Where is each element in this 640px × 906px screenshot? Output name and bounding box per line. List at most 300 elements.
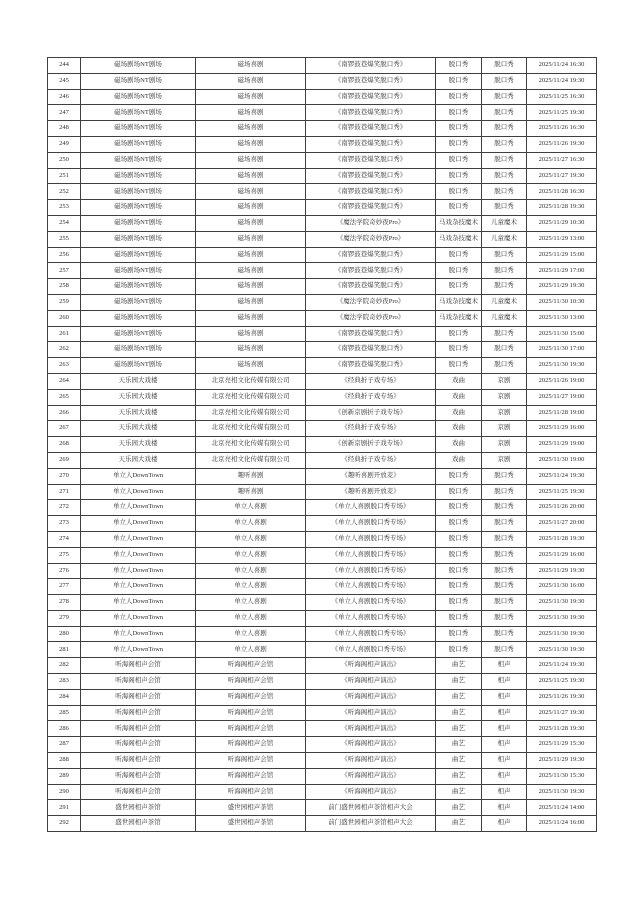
category-cell: 脱口秀 — [436, 516, 482, 532]
subcategory-cell: 脱口秀 — [482, 642, 527, 658]
row-number-cell: 247 — [48, 105, 81, 121]
organizer-cell: 磁场喜剧 — [196, 58, 306, 74]
category-cell: 脱口秀 — [436, 279, 482, 295]
subcategory-cell: 相声 — [482, 674, 527, 690]
category-cell: 曲艺 — [436, 674, 482, 690]
show-title-cell: 前门盛世园相声茶馆相声大会 — [306, 816, 436, 832]
category-cell: 曲艺 — [436, 705, 482, 721]
venue-cell: 天乐园大戏楼 — [81, 405, 196, 421]
subcategory-cell: 脱口秀 — [482, 579, 527, 595]
venue-cell: 磁场剧场NT剧场 — [81, 247, 196, 263]
row-number-cell: 244 — [48, 58, 81, 74]
organizer-cell: 听海阁相声会馆 — [196, 784, 306, 800]
organizer-cell: 听海阁相声会馆 — [196, 737, 306, 753]
subcategory-cell: 脱口秀 — [482, 547, 527, 563]
venue-cell: 磁场剧场NT剧场 — [81, 136, 196, 152]
organizer-cell: 盛世园相声茶馆 — [196, 800, 306, 816]
table-row — [48, 484, 597, 500]
show-title-cell: 《魔法学院奇妙夜Pro》 — [306, 310, 436, 326]
show-title-cell: 《听海阁相声演出》 — [306, 737, 436, 753]
subcategory-cell: 脱口秀 — [482, 136, 527, 152]
subcategory-cell: 相声 — [482, 784, 527, 800]
show-title-cell: 《趣听喜剧开放麦》 — [306, 468, 436, 484]
organizer-cell: 听海阁相声会馆 — [196, 705, 306, 721]
organizer-cell: 磁场喜剧 — [196, 215, 306, 231]
datetime-cell: 2025/11/26 19:30 — [527, 136, 597, 152]
datetime-cell: 2025/11/24 16:30 — [527, 58, 597, 74]
show-title-cell: 《魔法学院奇妙夜Pro》 — [306, 294, 436, 310]
category-cell: 脱口秀 — [436, 73, 482, 89]
row-number-cell: 265 — [48, 389, 81, 405]
row-number-cell: 273 — [48, 516, 81, 532]
show-title-cell: 《单立人喜剧脱口秀专场》 — [306, 500, 436, 516]
venue-cell: 单立人DownTown — [81, 563, 196, 579]
datetime-cell: 2025/11/29 13:00 — [527, 231, 597, 247]
organizer-cell: 磁场喜剧 — [196, 358, 306, 374]
venue-cell: 盛世园相声茶馆 — [81, 800, 196, 816]
row-number-cell: 250 — [48, 152, 81, 168]
category-cell: 脱口秀 — [436, 531, 482, 547]
row-number-cell: 252 — [48, 184, 81, 200]
category-cell: 脱口秀 — [436, 626, 482, 642]
category-cell: 脱口秀 — [436, 563, 482, 579]
datetime-cell: 2025/11/30 19:30 — [527, 642, 597, 658]
subcategory-cell: 相声 — [482, 753, 527, 769]
table-row — [48, 595, 597, 611]
category-cell: 戏曲 — [436, 437, 482, 453]
table-row — [48, 200, 597, 216]
venue-cell: 磁场剧场NT剧场 — [81, 105, 196, 121]
row-number-cell: 253 — [48, 200, 81, 216]
table-row — [48, 168, 597, 184]
category-cell: 脱口秀 — [436, 326, 482, 342]
table-row — [48, 152, 597, 168]
row-number-cell: 276 — [48, 563, 81, 579]
venue-cell: 天乐园大戏楼 — [81, 437, 196, 453]
venue-cell: 单立人DownTown — [81, 468, 196, 484]
datetime-cell: 2025/11/30 19:00 — [527, 452, 597, 468]
datetime-cell: 2025/11/30 13:00 — [527, 310, 597, 326]
table-row — [48, 389, 597, 405]
datetime-cell: 2025/11/29 19:00 — [527, 437, 597, 453]
subcategory-cell: 相声 — [482, 768, 527, 784]
subcategory-cell: 脱口秀 — [482, 168, 527, 184]
category-cell: 脱口秀 — [436, 247, 482, 263]
show-title-cell: 《南锣鼓巷爆笑脱口秀》 — [306, 279, 436, 295]
show-title-cell: 《经典折子戏专场》 — [306, 373, 436, 389]
category-cell: 脱口秀 — [436, 547, 482, 563]
organizer-cell: 盛世园相声茶馆 — [196, 816, 306, 832]
table-row — [48, 215, 597, 231]
show-title-cell: 《南锣鼓巷爆笑脱口秀》 — [306, 342, 436, 358]
organizer-cell: 磁场喜剧 — [196, 200, 306, 216]
organizer-cell: 单立人喜剧 — [196, 595, 306, 611]
row-number-cell: 258 — [48, 279, 81, 295]
organizer-cell: 磁场喜剧 — [196, 279, 306, 295]
organizer-cell: 磁场喜剧 — [196, 168, 306, 184]
datetime-cell: 2025/11/30 19:30 — [527, 626, 597, 642]
table-row — [48, 89, 597, 105]
row-number-cell: 283 — [48, 674, 81, 690]
organizer-cell: 磁场喜剧 — [196, 152, 306, 168]
show-title-cell: 《听海阁相声演出》 — [306, 784, 436, 800]
table-row — [48, 658, 597, 674]
category-cell: 戏曲 — [436, 373, 482, 389]
subcategory-cell: 相声 — [482, 689, 527, 705]
row-number-cell: 280 — [48, 626, 81, 642]
organizer-cell: 单立人喜剧 — [196, 531, 306, 547]
organizer-cell: 单立人喜剧 — [196, 626, 306, 642]
organizer-cell: 磁场喜剧 — [196, 231, 306, 247]
organizer-cell: 北京亮相文化传媒有限公司 — [196, 421, 306, 437]
category-cell: 戏曲 — [436, 421, 482, 437]
row-number-cell: 262 — [48, 342, 81, 358]
row-number-cell: 292 — [48, 816, 81, 832]
venue-cell: 磁场剧场NT剧场 — [81, 73, 196, 89]
table-row — [48, 373, 597, 389]
category-cell: 曲艺 — [436, 689, 482, 705]
row-number-cell: 260 — [48, 310, 81, 326]
row-number-cell: 274 — [48, 531, 81, 547]
datetime-cell: 2025/11/25 19:30 — [527, 105, 597, 121]
subcategory-cell: 脱口秀 — [482, 121, 527, 137]
venue-cell: 听海阁相声会馆 — [81, 737, 196, 753]
show-title-cell: 《听海阁相声演出》 — [306, 768, 436, 784]
venue-cell: 单立人DownTown — [81, 642, 196, 658]
datetime-cell: 2025/11/30 19:30 — [527, 610, 597, 626]
organizer-cell: 磁场喜剧 — [196, 121, 306, 137]
row-number-cell: 264 — [48, 373, 81, 389]
category-cell: 曲艺 — [436, 784, 482, 800]
subcategory-cell: 脱口秀 — [482, 358, 527, 374]
category-cell: 脱口秀 — [436, 358, 482, 374]
show-title-cell: 《单立人喜剧脱口秀专场》 — [306, 610, 436, 626]
datetime-cell: 2025/11/29 17:00 — [527, 263, 597, 279]
organizer-cell: 北京亮相文化传媒有限公司 — [196, 452, 306, 468]
category-cell: 脱口秀 — [436, 89, 482, 105]
show-title-cell: 《经典折子戏专场》 — [306, 389, 436, 405]
datetime-cell: 2025/11/30 17:00 — [527, 342, 597, 358]
row-number-cell: 284 — [48, 689, 81, 705]
show-title-cell: 《南锣鼓巷爆笑脱口秀》 — [306, 263, 436, 279]
category-cell: 马戏杂技魔术 — [436, 310, 482, 326]
category-cell: 曲艺 — [436, 800, 482, 816]
table-row — [48, 547, 597, 563]
venue-cell: 听海阁相声会馆 — [81, 721, 196, 737]
subcategory-cell: 儿童魔术 — [482, 310, 527, 326]
datetime-cell: 2025/11/30 19:30 — [527, 595, 597, 611]
organizer-cell: 磁场喜剧 — [196, 247, 306, 263]
subcategory-cell: 脱口秀 — [482, 279, 527, 295]
table-row — [48, 500, 597, 516]
table-row — [48, 121, 597, 137]
show-title-cell: 《南锣鼓巷爆笑脱口秀》 — [306, 326, 436, 342]
venue-cell: 磁场剧场NT剧场 — [81, 294, 196, 310]
table-row — [48, 184, 597, 200]
table-row — [48, 136, 597, 152]
subcategory-cell: 京剧 — [482, 421, 527, 437]
datetime-cell: 2025/11/26 19:30 — [527, 689, 597, 705]
datetime-cell: 2025/11/28 16:30 — [527, 184, 597, 200]
table-row — [48, 105, 597, 121]
subcategory-cell: 脱口秀 — [482, 58, 527, 74]
datetime-cell: 2025/11/29 10:30 — [527, 215, 597, 231]
show-title-cell: 《听海阁相声演出》 — [306, 721, 436, 737]
row-number-cell: 248 — [48, 121, 81, 137]
subcategory-cell: 脱口秀 — [482, 595, 527, 611]
row-number-cell: 263 — [48, 358, 81, 374]
row-number-cell: 277 — [48, 579, 81, 595]
row-number-cell: 259 — [48, 294, 81, 310]
table-row — [48, 784, 597, 800]
show-title-cell: 《南锣鼓巷爆笑脱口秀》 — [306, 152, 436, 168]
subcategory-cell: 脱口秀 — [482, 531, 527, 547]
show-title-cell: 《单立人喜剧脱口秀专场》 — [306, 595, 436, 611]
show-title-cell: 《单立人喜剧脱口秀专场》 — [306, 547, 436, 563]
datetime-cell: 2025/11/27 19:30 — [527, 705, 597, 721]
datetime-cell: 2025/11/25 19:30 — [527, 484, 597, 500]
row-number-cell: 272 — [48, 500, 81, 516]
venue-cell: 磁场剧场NT剧场 — [81, 358, 196, 374]
subcategory-cell: 脱口秀 — [482, 184, 527, 200]
show-title-cell: 《南锣鼓巷爆笑脱口秀》 — [306, 121, 436, 137]
organizer-cell: 听海阁相声会馆 — [196, 674, 306, 690]
datetime-cell: 2025/11/27 19:00 — [527, 389, 597, 405]
venue-cell: 磁场剧场NT剧场 — [81, 152, 196, 168]
show-title-cell: 《单立人喜剧脱口秀专场》 — [306, 579, 436, 595]
subcategory-cell: 脱口秀 — [482, 516, 527, 532]
datetime-cell: 2025/11/29 19:30 — [527, 563, 597, 579]
category-cell: 脱口秀 — [436, 500, 482, 516]
venue-cell: 磁场剧场NT剧场 — [81, 310, 196, 326]
subcategory-cell: 脱口秀 — [482, 563, 527, 579]
table-row — [48, 753, 597, 769]
schedule-table-body — [48, 58, 597, 832]
subcategory-cell: 京剧 — [482, 452, 527, 468]
performance-schedule-table — [47, 57, 597, 832]
row-number-cell: 290 — [48, 784, 81, 800]
show-title-cell: 《趣听喜剧开放麦》 — [306, 484, 436, 500]
datetime-cell: 2025/11/30 16:00 — [527, 579, 597, 595]
table-row — [48, 279, 597, 295]
row-number-cell: 275 — [48, 547, 81, 563]
row-number-cell: 268 — [48, 437, 81, 453]
category-cell: 脱口秀 — [436, 342, 482, 358]
show-title-cell: 《南锣鼓巷爆笑脱口秀》 — [306, 184, 436, 200]
category-cell: 脱口秀 — [436, 121, 482, 137]
table-row — [48, 310, 597, 326]
datetime-cell: 2025/11/26 19:00 — [527, 373, 597, 389]
table-row — [48, 610, 597, 626]
datetime-cell: 2025/11/30 15:00 — [527, 326, 597, 342]
subcategory-cell: 京剧 — [482, 405, 527, 421]
subcategory-cell: 脱口秀 — [482, 326, 527, 342]
category-cell: 脱口秀 — [436, 152, 482, 168]
show-title-cell: 《单立人喜剧脱口秀专场》 — [306, 531, 436, 547]
venue-cell: 天乐园大戏楼 — [81, 373, 196, 389]
show-title-cell: 《魔法学院奇妙夜Pro》 — [306, 231, 436, 247]
venue-cell: 听海阁相声会馆 — [81, 674, 196, 690]
row-number-cell: 255 — [48, 231, 81, 247]
subcategory-cell: 脱口秀 — [482, 500, 527, 516]
datetime-cell: 2025/11/24 19:30 — [527, 73, 597, 89]
table-row — [48, 800, 597, 816]
row-number-cell: 288 — [48, 753, 81, 769]
venue-cell: 单立人DownTown — [81, 610, 196, 626]
datetime-cell: 2025/11/24 19:30 — [527, 468, 597, 484]
organizer-cell: 趣听喜剧 — [196, 484, 306, 500]
table-row — [48, 421, 597, 437]
row-number-cell: 286 — [48, 721, 81, 737]
organizer-cell: 北京亮相文化传媒有限公司 — [196, 373, 306, 389]
datetime-cell: 2025/11/27 16:30 — [527, 152, 597, 168]
show-title-cell: 《单立人喜剧脱口秀专场》 — [306, 642, 436, 658]
datetime-cell: 2025/11/29 15:30 — [527, 737, 597, 753]
show-title-cell: 《单立人喜剧脱口秀专场》 — [306, 626, 436, 642]
table-row — [48, 358, 597, 374]
category-cell: 马戏杂技魔术 — [436, 215, 482, 231]
subcategory-cell: 京剧 — [482, 437, 527, 453]
organizer-cell: 单立人喜剧 — [196, 547, 306, 563]
venue-cell: 天乐园大戏楼 — [81, 421, 196, 437]
category-cell: 戏曲 — [436, 405, 482, 421]
show-title-cell: 《南锣鼓巷爆笑脱口秀》 — [306, 358, 436, 374]
venue-cell: 单立人DownTown — [81, 626, 196, 642]
show-title-cell: 《南锣鼓巷爆笑脱口秀》 — [306, 105, 436, 121]
datetime-cell: 2025/11/30 10:30 — [527, 294, 597, 310]
row-number-cell: 261 — [48, 326, 81, 342]
table-row — [48, 247, 597, 263]
organizer-cell: 听海阁相声会馆 — [196, 721, 306, 737]
subcategory-cell: 脱口秀 — [482, 105, 527, 121]
subcategory-cell: 脱口秀 — [482, 484, 527, 500]
venue-cell: 磁场剧场NT剧场 — [81, 326, 196, 342]
table-row — [48, 326, 597, 342]
table-row — [48, 294, 597, 310]
datetime-cell: 2025/11/28 19:00 — [527, 405, 597, 421]
show-title-cell: 《听海阁相声演出》 — [306, 705, 436, 721]
subcategory-cell: 脱口秀 — [482, 342, 527, 358]
subcategory-cell: 脱口秀 — [482, 610, 527, 626]
organizer-cell: 磁场喜剧 — [196, 342, 306, 358]
organizer-cell: 单立人喜剧 — [196, 500, 306, 516]
subcategory-cell: 脱口秀 — [482, 626, 527, 642]
show-title-cell: 《南锣鼓巷爆笑脱口秀》 — [306, 58, 436, 74]
venue-cell: 单立人DownTown — [81, 484, 196, 500]
datetime-cell: 2025/11/25 16:30 — [527, 89, 597, 105]
row-number-cell: 287 — [48, 737, 81, 753]
row-number-cell: 251 — [48, 168, 81, 184]
table-row — [48, 674, 597, 690]
venue-cell: 磁场剧场NT剧场 — [81, 168, 196, 184]
table-row — [48, 768, 597, 784]
venue-cell: 天乐园大戏楼 — [81, 389, 196, 405]
organizer-cell: 单立人喜剧 — [196, 579, 306, 595]
organizer-cell: 听海阁相声会馆 — [196, 768, 306, 784]
show-title-cell: 《创新京剧折子戏专场》 — [306, 437, 436, 453]
table-row — [48, 705, 597, 721]
subcategory-cell: 相声 — [482, 705, 527, 721]
venue-cell: 听海阁相声会馆 — [81, 705, 196, 721]
category-cell: 脱口秀 — [436, 136, 482, 152]
table-row — [48, 73, 597, 89]
venue-cell: 听海阁相声会馆 — [81, 768, 196, 784]
show-title-cell: 《南锣鼓巷爆笑脱口秀》 — [306, 200, 436, 216]
venue-cell: 单立人DownTown — [81, 516, 196, 532]
subcategory-cell: 儿童魔术 — [482, 215, 527, 231]
organizer-cell: 听海阁相声会馆 — [196, 689, 306, 705]
organizer-cell: 磁场喜剧 — [196, 105, 306, 121]
venue-cell: 听海阁相声会馆 — [81, 784, 196, 800]
show-title-cell: 《经典折子戏专场》 — [306, 421, 436, 437]
organizer-cell: 磁场喜剧 — [196, 136, 306, 152]
venue-cell: 单立人DownTown — [81, 595, 196, 611]
venue-cell: 单立人DownTown — [81, 531, 196, 547]
organizer-cell: 单立人喜剧 — [196, 516, 306, 532]
category-cell: 脱口秀 — [436, 579, 482, 595]
table-row — [48, 642, 597, 658]
category-cell: 脱口秀 — [436, 58, 482, 74]
venue-cell: 听海阁相声会馆 — [81, 658, 196, 674]
organizer-cell: 磁场喜剧 — [196, 89, 306, 105]
row-number-cell: 289 — [48, 768, 81, 784]
subcategory-cell: 脱口秀 — [482, 73, 527, 89]
table-row — [48, 452, 597, 468]
organizer-cell: 北京亮相文化传媒有限公司 — [196, 405, 306, 421]
row-number-cell: 282 — [48, 658, 81, 674]
subcategory-cell: 脱口秀 — [482, 89, 527, 105]
datetime-cell: 2025/11/27 19:30 — [527, 168, 597, 184]
subcategory-cell: 脱口秀 — [482, 152, 527, 168]
venue-cell: 听海阁相声会馆 — [81, 689, 196, 705]
row-number-cell: 249 — [48, 136, 81, 152]
category-cell: 曲艺 — [436, 658, 482, 674]
category-cell: 马戏杂技魔术 — [436, 294, 482, 310]
row-number-cell: 245 — [48, 73, 81, 89]
category-cell: 脱口秀 — [436, 610, 482, 626]
show-title-cell: 《听海阁相声演出》 — [306, 689, 436, 705]
table-row — [48, 437, 597, 453]
category-cell: 脱口秀 — [436, 484, 482, 500]
datetime-cell: 2025/11/24 14:00 — [527, 800, 597, 816]
organizer-cell: 磁场喜剧 — [196, 294, 306, 310]
table-row — [48, 58, 597, 74]
datetime-cell: 2025/11/24 19:30 — [527, 658, 597, 674]
table-row — [48, 405, 597, 421]
organizer-cell: 单立人喜剧 — [196, 610, 306, 626]
subcategory-cell: 脱口秀 — [482, 468, 527, 484]
venue-cell: 磁场剧场NT剧场 — [81, 263, 196, 279]
table-row — [48, 516, 597, 532]
venue-cell: 磁场剧场NT剧场 — [81, 58, 196, 74]
category-cell: 脱口秀 — [436, 184, 482, 200]
category-cell: 马戏杂技魔术 — [436, 231, 482, 247]
subcategory-cell: 京剧 — [482, 373, 527, 389]
venue-cell: 磁场剧场NT剧场 — [81, 184, 196, 200]
subcategory-cell: 京剧 — [482, 389, 527, 405]
category-cell: 脱口秀 — [436, 200, 482, 216]
show-title-cell: 《经典折子戏专场》 — [306, 452, 436, 468]
table-row — [48, 563, 597, 579]
datetime-cell: 2025/11/28 19:30 — [527, 531, 597, 547]
subcategory-cell: 相声 — [482, 737, 527, 753]
row-number-cell: 278 — [48, 595, 81, 611]
venue-cell: 磁场剧场NT剧场 — [81, 342, 196, 358]
category-cell: 曲艺 — [436, 737, 482, 753]
category-cell: 脱口秀 — [436, 168, 482, 184]
subcategory-cell: 相声 — [482, 658, 527, 674]
subcategory-cell: 儿童魔术 — [482, 294, 527, 310]
